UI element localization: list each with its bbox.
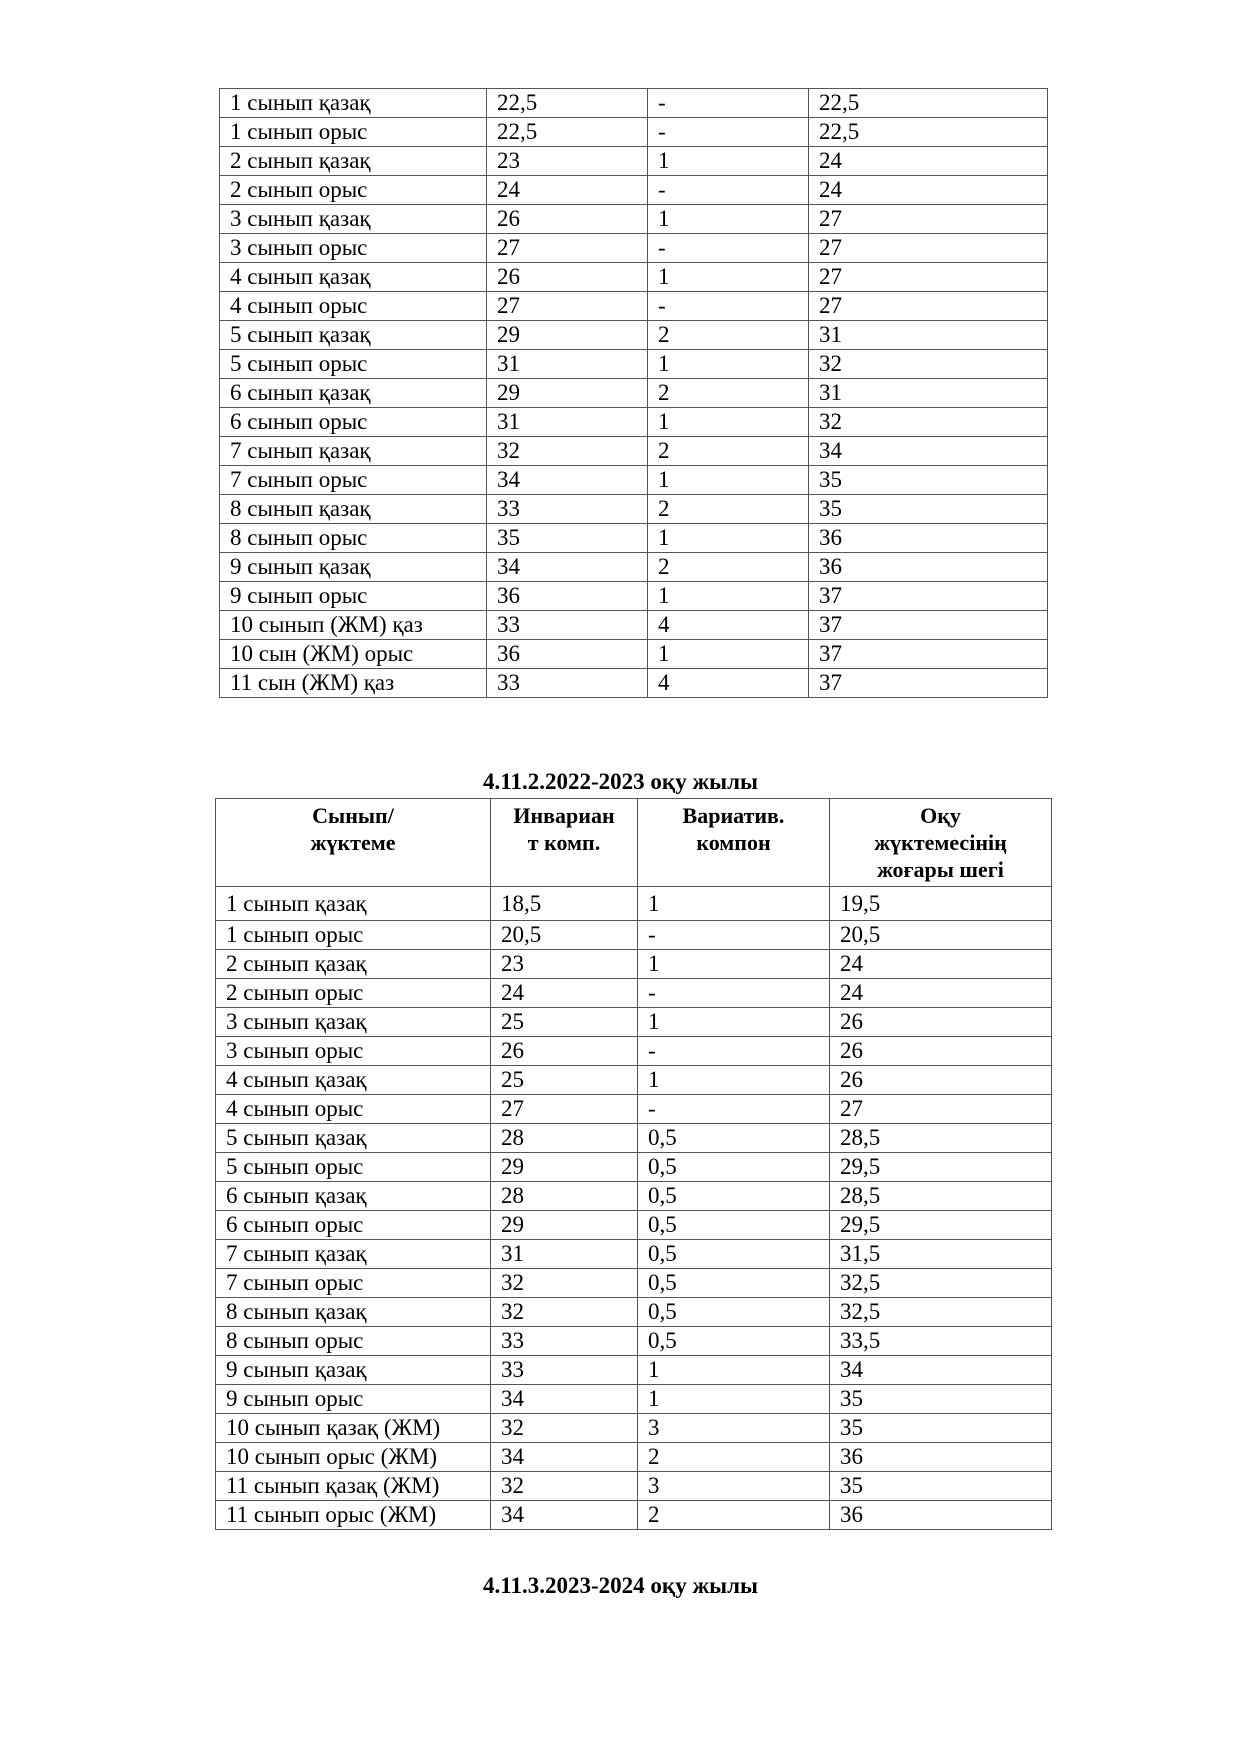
cell-total: 31 <box>809 379 1048 408</box>
table-row <box>216 1211 1052 1240</box>
cell-total: 20,5 <box>830 921 1052 950</box>
cell-total: 37 <box>809 640 1048 669</box>
table-row <box>216 887 1052 921</box>
table-row <box>220 495 1048 524</box>
cell-variative: - <box>648 118 809 147</box>
cell-class: 11 сын (ЖМ) қаз <box>220 669 487 698</box>
cell-total: 24 <box>830 950 1052 979</box>
cell-total: 28,5 <box>830 1182 1052 1211</box>
cell-class: 2 сынып қазақ <box>220 147 487 176</box>
cell-variative: - <box>638 979 830 1008</box>
cell-total: 29,5 <box>830 1211 1052 1240</box>
cell-variative: 3 <box>638 1414 830 1443</box>
cell-total: 31 <box>809 321 1048 350</box>
cell-class: 8 сынып орыс <box>220 524 487 553</box>
table-row <box>216 1269 1052 1298</box>
cell-invariant: 28 <box>491 1182 638 1211</box>
table-row <box>220 89 1048 118</box>
table-row <box>216 1240 1052 1269</box>
cell-class: 1 сынып орыс <box>220 118 487 147</box>
section-heading-2022-2023: 4.11.2.2022-2023 оқу жылы <box>483 769 758 794</box>
table-row <box>220 118 1048 147</box>
table-row <box>220 176 1048 205</box>
cell-invariant: 26 <box>491 1037 638 1066</box>
cell-class: 7 сынып қазақ <box>216 1240 491 1269</box>
cell-total: 24 <box>830 979 1052 1008</box>
cell-total: 32,5 <box>830 1269 1052 1298</box>
cell-invariant: 22,5 <box>487 89 648 118</box>
cell-invariant: 33 <box>487 611 648 640</box>
cell-total: 27 <box>809 234 1048 263</box>
cell-variative: 0,5 <box>638 1327 830 1356</box>
cell-class: 3 сынып қазақ <box>220 205 487 234</box>
cell-total: 27 <box>809 292 1048 321</box>
cell-invariant: 20,5 <box>491 921 638 950</box>
cell-invariant: 29 <box>487 379 648 408</box>
cell-variative: 0,5 <box>638 1240 830 1269</box>
table-row <box>216 979 1052 1008</box>
cell-invariant: 31 <box>487 408 648 437</box>
cell-class: 9 сынып орыс <box>216 1385 491 1414</box>
cell-total: 36 <box>830 1443 1052 1472</box>
cell-total: 28,5 <box>830 1124 1052 1153</box>
table-body <box>220 89 1048 698</box>
cell-class: 6 сынып қазақ <box>216 1182 491 1211</box>
cell-invariant: 27 <box>487 292 648 321</box>
cell-total: 27 <box>809 263 1048 292</box>
cell-total: 32 <box>809 408 1048 437</box>
cell-invariant: 27 <box>491 1095 638 1124</box>
cell-class: 7 сынып қазақ <box>220 437 487 466</box>
header-max-load: Оқу жүктемесінің жоғары шегі <box>830 799 1052 887</box>
cell-variative: - <box>638 921 830 950</box>
cell-invariant: 24 <box>491 979 638 1008</box>
cell-invariant: 32 <box>491 1298 638 1327</box>
cell-invariant: 23 <box>487 147 648 176</box>
cell-class: 1 сынып қазақ <box>216 887 491 921</box>
cell-class: 2 сынып орыс <box>216 979 491 1008</box>
cell-invariant: 33 <box>491 1356 638 1385</box>
table-row <box>216 1066 1052 1095</box>
cell-class: 11 сынып қазақ (ЖМ) <box>216 1472 491 1501</box>
cell-variative: - <box>648 292 809 321</box>
header-class-load: Сынып/ жүктеме <box>216 799 491 887</box>
table-row <box>216 921 1052 950</box>
cell-class: 9 сынып қазақ <box>216 1356 491 1385</box>
cell-invariant: 36 <box>487 582 648 611</box>
cell-total: 33,5 <box>830 1327 1052 1356</box>
cell-variative: 1 <box>648 524 809 553</box>
cell-variative: 1 <box>648 263 809 292</box>
cell-variative: 1 <box>648 466 809 495</box>
cell-variative: 1 <box>638 950 830 979</box>
cell-class: 8 сынып қазақ <box>216 1298 491 1327</box>
cell-class: 4 сынып орыс <box>216 1095 491 1124</box>
cell-class: 10 сынып орыс (ЖМ) <box>216 1443 491 1472</box>
cell-total: 26 <box>830 1008 1052 1037</box>
cell-class: 5 сынып орыс <box>216 1153 491 1182</box>
table-row <box>220 350 1048 379</box>
table-row <box>216 1153 1052 1182</box>
table-row <box>216 1501 1052 1530</box>
cell-class: 3 сынып қазақ <box>216 1008 491 1037</box>
cell-variative: - <box>648 176 809 205</box>
table-2022-2023-load <box>215 798 1052 1530</box>
cell-total: 24 <box>809 147 1048 176</box>
table-row <box>220 466 1048 495</box>
cell-total: 22,5 <box>809 118 1048 147</box>
table-row <box>216 1385 1052 1414</box>
cell-variative: 2 <box>638 1501 830 1530</box>
table-row <box>216 1298 1052 1327</box>
cell-invariant: 18,5 <box>491 887 638 921</box>
cell-invariant: 25 <box>491 1008 638 1037</box>
cell-invariant: 34 <box>491 1385 638 1414</box>
cell-total: 27 <box>809 205 1048 234</box>
cell-total: 32,5 <box>830 1298 1052 1327</box>
cell-class: 5 сынып орыс <box>220 350 487 379</box>
cell-class: 10 сын (ЖМ) орыс <box>220 640 487 669</box>
cell-total: 31,5 <box>830 1240 1052 1269</box>
cell-invariant: 26 <box>487 205 648 234</box>
cell-total: 35 <box>809 466 1048 495</box>
table-row <box>216 1472 1052 1501</box>
cell-variative: 2 <box>638 1443 830 1472</box>
table-row <box>216 1356 1052 1385</box>
cell-class: 6 сынып орыс <box>220 408 487 437</box>
table-row <box>220 379 1048 408</box>
cell-class: 1 сынып қазақ <box>220 89 487 118</box>
cell-class: 3 сынып орыс <box>216 1037 491 1066</box>
cell-invariant: 34 <box>487 553 648 582</box>
cell-variative: 0,5 <box>638 1211 830 1240</box>
cell-variative: 0,5 <box>638 1298 830 1327</box>
table-row <box>220 147 1048 176</box>
table-row <box>220 408 1048 437</box>
cell-variative: 2 <box>648 379 809 408</box>
cell-invariant: 32 <box>491 1414 638 1443</box>
cell-invariant: 29 <box>487 321 648 350</box>
cell-invariant: 34 <box>491 1443 638 1472</box>
cell-invariant: 34 <box>487 466 648 495</box>
cell-variative: 0,5 <box>638 1153 830 1182</box>
cell-class: 7 сынып орыс <box>216 1269 491 1298</box>
cell-total: 35 <box>809 495 1048 524</box>
cell-variative: 1 <box>648 582 809 611</box>
table-row <box>220 205 1048 234</box>
cell-total: 27 <box>830 1095 1052 1124</box>
cell-variative: 0,5 <box>638 1182 830 1211</box>
cell-variative: 1 <box>638 1008 830 1037</box>
table-row <box>216 1182 1052 1211</box>
table-row <box>220 640 1048 669</box>
table-row <box>220 553 1048 582</box>
cell-class: 7 сынып орыс <box>220 466 487 495</box>
cell-invariant: 23 <box>491 950 638 979</box>
table-row <box>216 1327 1052 1356</box>
cell-class: 8 сынып орыс <box>216 1327 491 1356</box>
cell-class: 8 сынып қазақ <box>220 495 487 524</box>
cell-invariant: 32 <box>487 437 648 466</box>
cell-variative: 2 <box>648 495 809 524</box>
cell-total: 26 <box>830 1037 1052 1066</box>
cell-invariant: 29 <box>491 1153 638 1182</box>
cell-class: 4 сынып қазақ <box>220 263 487 292</box>
cell-variative: 2 <box>648 321 809 350</box>
table-row <box>216 1037 1052 1066</box>
cell-class: 1 сынып орыс <box>216 921 491 950</box>
cell-variative: - <box>638 1037 830 1066</box>
cell-class: 9 сынып қазақ <box>220 553 487 582</box>
cell-class: 6 сынып орыс <box>216 1211 491 1240</box>
cell-class: 2 сынып орыс <box>220 176 487 205</box>
cell-total: 24 <box>809 176 1048 205</box>
cell-variative: - <box>638 1095 830 1124</box>
cell-total: 36 <box>809 553 1048 582</box>
table-row <box>220 437 1048 466</box>
cell-total: 19,5 <box>830 887 1052 921</box>
cell-total: 29,5 <box>830 1153 1052 1182</box>
table-2021-load <box>219 88 1048 698</box>
table-row <box>220 263 1048 292</box>
cell-total: 35 <box>830 1472 1052 1501</box>
table-row <box>216 1414 1052 1443</box>
cell-invariant: 31 <box>487 350 648 379</box>
cell-variative: 4 <box>648 611 809 640</box>
cell-class: 4 сынып қазақ <box>216 1066 491 1095</box>
table-body <box>216 887 1052 1530</box>
cell-variative: 1 <box>648 205 809 234</box>
cell-class: 3 сынып орыс <box>220 234 487 263</box>
cell-variative: 1 <box>648 640 809 669</box>
cell-invariant: 22,5 <box>487 118 648 147</box>
cell-variative: 4 <box>648 669 809 698</box>
table-row <box>220 524 1048 553</box>
cell-total: 35 <box>830 1385 1052 1414</box>
cell-variative: 1 <box>638 1385 830 1414</box>
cell-variative: - <box>648 234 809 263</box>
cell-total: 26 <box>830 1066 1052 1095</box>
cell-total: 32 <box>809 350 1048 379</box>
cell-variative: 1 <box>648 350 809 379</box>
cell-total: 34 <box>830 1356 1052 1385</box>
cell-invariant: 31 <box>491 1240 638 1269</box>
table-row <box>220 234 1048 263</box>
table-row <box>216 1124 1052 1153</box>
cell-variative: 0,5 <box>638 1269 830 1298</box>
table-row <box>220 582 1048 611</box>
section-heading-2023-2024: 4.11.3.2023-2024 оқу жылы <box>483 1573 758 1598</box>
cell-class: 10 сынып қазақ (ЖМ) <box>216 1414 491 1443</box>
cell-variative: 0,5 <box>638 1124 830 1153</box>
cell-variative: 1 <box>648 408 809 437</box>
cell-invariant: 26 <box>487 263 648 292</box>
cell-class: 5 сынып қазақ <box>220 321 487 350</box>
table-row <box>220 611 1048 640</box>
cell-class: 4 сынып орыс <box>220 292 487 321</box>
header-variative-component: Вариатив. компон <box>638 799 830 887</box>
cell-variative: 1 <box>648 147 809 176</box>
cell-invariant: 34 <box>491 1501 638 1530</box>
table-row <box>220 292 1048 321</box>
table-row <box>220 669 1048 698</box>
table-row <box>216 1008 1052 1037</box>
cell-invariant: 35 <box>487 524 648 553</box>
cell-invariant: 33 <box>491 1327 638 1356</box>
cell-invariant: 32 <box>491 1269 638 1298</box>
cell-variative: 1 <box>638 1066 830 1095</box>
table-header-row <box>216 799 1052 887</box>
cell-invariant: 33 <box>487 495 648 524</box>
cell-class: 6 сынып қазақ <box>220 379 487 408</box>
cell-total: 22,5 <box>809 89 1048 118</box>
cell-class: 5 сынып қазақ <box>216 1124 491 1153</box>
cell-total: 37 <box>809 669 1048 698</box>
cell-invariant: 36 <box>487 640 648 669</box>
cell-total: 37 <box>809 582 1048 611</box>
cell-invariant: 33 <box>487 669 648 698</box>
table-row <box>216 950 1052 979</box>
cell-invariant: 24 <box>487 176 648 205</box>
cell-total: 35 <box>830 1414 1052 1443</box>
header-invariant-component: Инвариан т комп. <box>491 799 638 887</box>
table-row <box>216 1443 1052 1472</box>
cell-variative: 1 <box>638 887 830 921</box>
cell-total: 36 <box>830 1501 1052 1530</box>
cell-class: 10 сынып (ЖМ) қаз <box>220 611 487 640</box>
cell-class: 9 сынып орыс <box>220 582 487 611</box>
cell-invariant: 32 <box>491 1472 638 1501</box>
cell-variative: 2 <box>648 553 809 582</box>
cell-variative: 1 <box>638 1356 830 1385</box>
cell-invariant: 28 <box>491 1124 638 1153</box>
cell-class: 2 сынып қазақ <box>216 950 491 979</box>
cell-class: 11 сынып орыс (ЖМ) <box>216 1501 491 1530</box>
cell-variative: 2 <box>648 437 809 466</box>
cell-total: 37 <box>809 611 1048 640</box>
table-row <box>216 1095 1052 1124</box>
cell-invariant: 27 <box>487 234 648 263</box>
cell-total: 36 <box>809 524 1048 553</box>
cell-variative: - <box>648 89 809 118</box>
cell-variative: 3 <box>638 1472 830 1501</box>
cell-invariant: 29 <box>491 1211 638 1240</box>
cell-total: 34 <box>809 437 1048 466</box>
table-row <box>220 321 1048 350</box>
cell-invariant: 25 <box>491 1066 638 1095</box>
